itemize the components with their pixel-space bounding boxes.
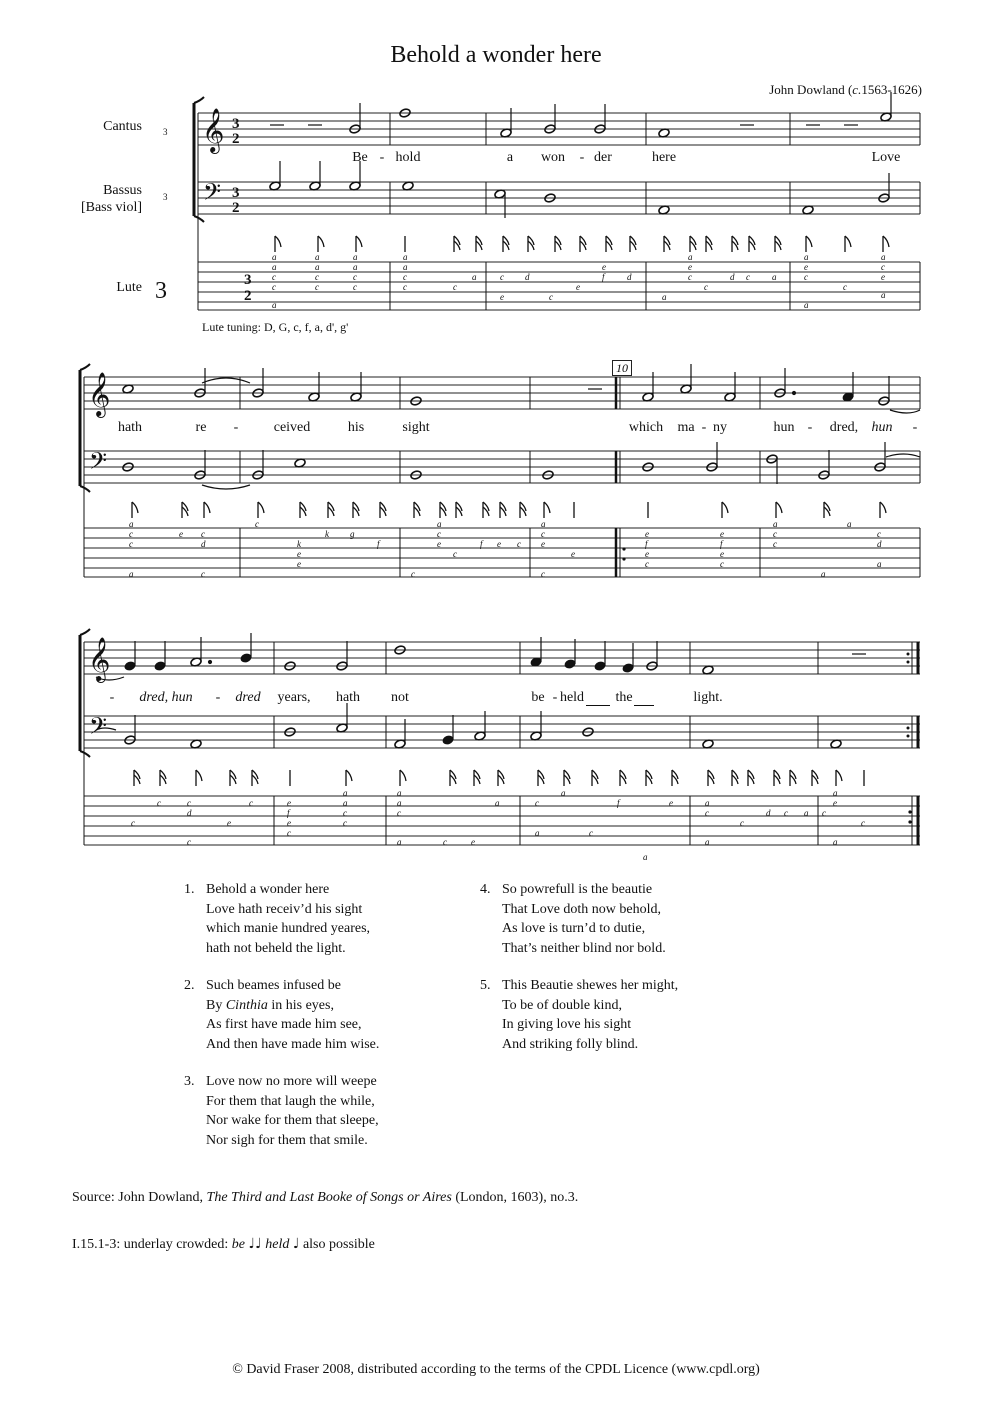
lyric-syllable: not: [391, 690, 409, 705]
svg-text:d: d: [627, 272, 632, 282]
svg-text:c: c: [804, 272, 808, 282]
verse-line: Nor sigh for them that smile.: [206, 1132, 368, 1148]
svg-text:a: a: [705, 798, 710, 808]
svg-text:c: c: [688, 272, 692, 282]
copyright-footer: © David Fraser 2008, distributed according to the terms of the CPDL Licence (www.cpdl.org): [232, 1362, 760, 1377]
lyric-syllable: hun: [773, 420, 795, 435]
svg-text:a: a: [804, 252, 809, 262]
verse-number: 1.: [184, 882, 195, 897]
time-sig-lute-den: 2: [244, 288, 252, 304]
svg-text:c: c: [589, 828, 593, 838]
svg-text:c: c: [353, 282, 357, 292]
svg-text:c: c: [784, 808, 788, 818]
verse-line: Nor wake for them that sleepe,: [206, 1113, 379, 1128]
svg-text:a: a: [804, 300, 809, 310]
verse-line: And then have made him wise.: [206, 1036, 380, 1052]
verse-line: This Beautie shewes her might,: [502, 978, 679, 993]
svg-text:a: a: [772, 272, 777, 282]
bassus-staff-3: [84, 716, 920, 748]
svg-text:k: k: [325, 529, 329, 539]
svg-text:k: k: [297, 539, 301, 549]
lute-tab-letters-1: [272, 252, 886, 310]
svg-text:c: c: [453, 549, 457, 559]
svg-text:a: a: [821, 569, 826, 579]
svg-text:c: c: [437, 529, 441, 539]
svg-text:e: e: [720, 529, 724, 539]
composer-dates: 1563-1626): [861, 82, 922, 97]
cantus-staff-1: [198, 113, 920, 145]
svg-text:f: f: [480, 539, 483, 549]
svg-text:c: c: [343, 818, 347, 828]
svg-text:c: c: [201, 569, 205, 579]
lyric-hyphen: -: [807, 420, 813, 435]
svg-text:c: c: [453, 282, 457, 292]
svg-text:c: c: [843, 282, 847, 292]
svg-text:c: c: [129, 529, 133, 539]
svg-text:c: c: [403, 272, 407, 282]
svg-text:e: e: [720, 549, 724, 559]
svg-text:e: e: [297, 559, 301, 569]
svg-text:a: a: [688, 252, 693, 262]
svg-text:𝄞: 𝄞: [202, 108, 225, 152]
svg-text:𝄢: 𝄢: [203, 178, 222, 211]
svg-text:e: e: [497, 539, 501, 549]
verse-line: To be of double kind,: [502, 997, 622, 1013]
verse-line: That Love doth now behold,: [502, 901, 662, 917]
lyric-syllable-italic: dred, hun: [139, 690, 193, 705]
lyric-syllable: re: [195, 420, 207, 435]
verse-1: [184, 880, 464, 960]
svg-text:a: a: [535, 828, 540, 838]
svg-text:a: a: [705, 837, 710, 847]
svg-text:c: c: [131, 818, 135, 828]
lyric-syllable: der: [594, 150, 612, 165]
measure-number: 10: [612, 360, 632, 376]
svg-text:f: f: [377, 539, 380, 549]
svg-text:e: e: [287, 798, 291, 808]
lyric-hyphen: -: [912, 420, 918, 435]
svg-text:c: c: [549, 292, 553, 302]
svg-text:𝄞: 𝄞: [88, 372, 111, 416]
svg-text:e: e: [297, 549, 301, 559]
svg-text:c: c: [877, 529, 881, 539]
part-label-lute: Lute: [116, 280, 142, 295]
svg-text:c: c: [740, 818, 744, 828]
cantus-notes-1: [270, 92, 892, 138]
svg-text:c: c: [249, 798, 253, 808]
svg-text:c: c: [822, 808, 826, 818]
svg-text:c: c: [704, 282, 708, 292]
svg-text:c: c: [541, 529, 545, 539]
svg-text:a: a: [643, 852, 648, 862]
svg-text:a: a: [397, 798, 402, 808]
verse-number: 2.: [184, 978, 195, 993]
lyric-syllable: Be: [352, 150, 368, 165]
svg-text:c: c: [157, 798, 161, 808]
lyric-syllable: ceived: [273, 420, 311, 435]
svg-text:a: a: [881, 290, 886, 300]
lute-tab-3: [84, 796, 920, 845]
svg-text:c: c: [403, 282, 407, 292]
verse-line: For them that laugh the while,: [206, 1093, 375, 1109]
lute-tab-1: [198, 262, 920, 310]
svg-text:c: c: [773, 529, 777, 539]
lyric-hyphen: -: [109, 690, 115, 705]
svg-text:a: a: [877, 559, 882, 569]
lyric-syllable: which: [628, 420, 664, 435]
time-sig-bassus-num: 3: [232, 185, 240, 201]
verse-italic-name: Cinthia: [225, 997, 268, 1013]
svg-text:c: c: [129, 539, 133, 549]
svg-text:a: a: [541, 519, 546, 529]
lyric-syllable: his: [347, 420, 365, 435]
lute-rhythm-3: [134, 770, 864, 786]
svg-text:a: a: [561, 788, 566, 798]
verse-line: As love is turn’d to dutie,: [502, 921, 646, 936]
part-label-cantus: Cantus: [103, 119, 142, 134]
lyric-syllable: light.: [693, 690, 723, 705]
svg-text:e: e: [669, 798, 673, 808]
lute-rhythm-2: [132, 502, 886, 518]
svg-text:a: a: [403, 252, 408, 262]
verse-3: [184, 1072, 464, 1152]
lute-tuning: Lute tuning: D, G, c, f, a, d', g': [202, 320, 349, 334]
svg-text:e: e: [500, 292, 504, 302]
verse-line: As first have made him see,: [206, 1017, 362, 1032]
svg-text:e: e: [576, 282, 580, 292]
verse-line: By Cinthia in his eyes,: [206, 997, 334, 1013]
editorial-note-word1: be: [231, 1237, 246, 1252]
svg-text:e: e: [688, 262, 692, 272]
cantus-staff-3: [84, 642, 920, 674]
svg-text:f: f: [645, 539, 648, 549]
lyric-syllable: ny: [713, 420, 727, 435]
svg-text:c: c: [397, 808, 401, 818]
svg-text:e: e: [881, 272, 885, 282]
svg-text:c: c: [535, 798, 539, 808]
quarter-notes-icon: ♩♩: [248, 1236, 262, 1252]
verse-line: And striking folly blind.: [502, 1036, 639, 1052]
svg-text:a: a: [495, 798, 500, 808]
verse-number: 4.: [480, 882, 491, 897]
svg-text:e: e: [287, 818, 291, 828]
editorial-note-prefix: I.15.1-3: underlay crowded:: [72, 1237, 232, 1252]
svg-text:a: a: [315, 262, 320, 272]
svg-text:a: a: [847, 519, 852, 529]
svg-text:d: d: [766, 808, 771, 818]
svg-text:e: e: [833, 798, 837, 808]
svg-text:𝄢: 𝄢: [89, 712, 108, 745]
svg-text:a: a: [773, 519, 778, 529]
time-sig-cantus-num: 3: [232, 116, 240, 132]
lyric-hyphen: -: [579, 150, 585, 165]
svg-text:a: a: [353, 252, 358, 262]
svg-text:c: c: [287, 828, 291, 838]
svg-text:a: a: [353, 262, 358, 272]
lute-tab-2: [84, 528, 920, 577]
svg-text:c: c: [315, 272, 319, 282]
svg-text:𝄢: 𝄢: [89, 447, 108, 480]
lute-rhythm-1: [275, 236, 889, 252]
lyric-hyphen: -: [233, 420, 239, 435]
verse-number: 5.: [480, 978, 491, 993]
page-title: Behold a wonder here: [390, 42, 602, 68]
svg-text:c: c: [272, 272, 276, 282]
svg-text:c: c: [343, 808, 347, 818]
svg-text:a: a: [804, 808, 809, 818]
svg-text:c: c: [353, 272, 357, 282]
svg-text:c: c: [517, 539, 521, 549]
lyric-syllable-italic: hun: [871, 420, 893, 435]
svg-text:e: e: [645, 549, 649, 559]
lyric-syllable: the: [615, 690, 633, 705]
svg-text:e: e: [179, 529, 183, 539]
svg-text:c: c: [272, 282, 276, 292]
svg-text:3: 3: [163, 127, 168, 137]
svg-text:e: e: [645, 529, 649, 539]
verse-line: Such beames infused be: [206, 978, 341, 993]
svg-text:c: c: [443, 837, 447, 847]
system-3: [80, 629, 920, 845]
bassus-staff-1: [198, 182, 920, 214]
lyric-syllable: hold: [395, 150, 421, 165]
svg-text:d: d: [525, 272, 530, 282]
time-sig-lute-num: 3: [244, 272, 252, 288]
cantus-notes-2: [122, 364, 920, 413]
time-sig-bassus-den: 2: [232, 200, 240, 216]
composer-circa: c.: [852, 82, 862, 97]
svg-text:g: g: [350, 529, 355, 539]
svg-text:a: a: [881, 252, 886, 262]
time-sig-cantus-den: 2: [232, 131, 240, 147]
verse-line: Love now no more will weepe: [206, 1074, 377, 1089]
verse-2: [184, 976, 464, 1056]
svg-text:a: a: [397, 837, 402, 847]
lyric-syllable-italic: dred: [235, 690, 261, 705]
lyric-syllable: dred,: [829, 420, 859, 435]
svg-text:c: c: [411, 569, 415, 579]
svg-text:3: 3: [163, 192, 168, 202]
lyrics-system-3: [0, 690, 992, 710]
lyric-syllable: hath: [117, 420, 143, 435]
lyric-extender: [634, 705, 654, 706]
editorial-note-suffix: also possible: [299, 1237, 375, 1252]
lyric-syllable: years,: [277, 690, 311, 705]
svg-text:a: a: [662, 292, 667, 302]
lyric-syllable: held: [559, 690, 585, 705]
svg-text:d: d: [877, 539, 882, 549]
lyrics-system-2: [0, 420, 992, 440]
lyric-syllable: here: [651, 150, 677, 165]
svg-text:a: a: [315, 252, 320, 262]
svg-text:c: c: [773, 539, 777, 549]
svg-text:c: c: [187, 837, 191, 847]
svg-text:c: c: [201, 529, 205, 539]
editorial-note-word2: held: [265, 1237, 290, 1252]
lyric-syllable: hath: [335, 690, 361, 705]
svg-text:e: e: [541, 539, 545, 549]
verse-line: which manie hundred yeares,: [206, 921, 371, 936]
svg-text:c: c: [255, 519, 259, 529]
verse-line: Love hath receiv’d his sight: [206, 901, 363, 917]
svg-text:a: a: [343, 798, 348, 808]
verse-line: hath not beheld the light.: [206, 940, 346, 956]
editorial-note: [72, 1236, 375, 1253]
verse-5: [480, 976, 780, 1056]
svg-text:c: c: [746, 272, 750, 282]
cantus-notes-3: [96, 633, 866, 680]
part-label-bassus-line2: [Bass viol]: [80, 200, 142, 215]
lyric-hyphen: -: [379, 150, 385, 165]
svg-text:a: a: [129, 569, 134, 579]
svg-text:f: f: [720, 539, 723, 549]
svg-text:a: a: [833, 837, 838, 847]
lyric-syllable: a: [506, 150, 514, 165]
svg-text:a: a: [397, 788, 402, 798]
svg-text:a: a: [129, 519, 134, 529]
lyric-syllable: sight: [402, 420, 430, 435]
svg-text:a: a: [437, 519, 442, 529]
verse-line: That’s neither blind nor bold.: [502, 940, 666, 956]
lyric-syllable: won: [540, 150, 566, 165]
svg-text:a: a: [403, 262, 408, 272]
svg-text:𝄞: 𝄞: [88, 637, 111, 681]
composer-prefix: John Dowland (: [769, 82, 853, 97]
svg-text:e: e: [471, 837, 475, 847]
verse-line: So powrefull is the beautie: [502, 882, 653, 897]
svg-text:d: d: [187, 808, 192, 818]
lute-tab-letters-3: [131, 788, 865, 862]
source-prefix: Source: John Dowland,: [72, 1190, 207, 1205]
svg-text:c: c: [645, 559, 649, 569]
svg-text:e: e: [804, 262, 808, 272]
lyric-hyphen: -: [215, 690, 221, 705]
verse-line: In giving love his sight: [502, 1017, 632, 1032]
lyric-extender: [586, 705, 610, 706]
lyric-hyphen: -: [552, 690, 558, 705]
svg-text:e: e: [437, 539, 441, 549]
svg-text:d: d: [730, 272, 735, 282]
svg-text:e: e: [227, 818, 231, 828]
source-citation: [72, 1190, 578, 1206]
quarter-note-icon: ♩: [292, 1236, 300, 1252]
verse-number: 3.: [184, 1074, 195, 1089]
svg-text:c: c: [500, 272, 504, 282]
svg-text:c: c: [861, 818, 865, 828]
svg-text:a: a: [472, 272, 477, 282]
lyric-syllable: be: [531, 690, 545, 705]
lyric-syllable: Love: [871, 150, 901, 165]
lyrics-system-1: [0, 150, 992, 170]
svg-text:a: a: [272, 252, 277, 262]
svg-text:f: f: [287, 808, 290, 818]
svg-text:a: a: [343, 788, 348, 798]
svg-text:c: c: [187, 798, 191, 808]
svg-text:3: 3: [155, 278, 167, 304]
verse-line: Behold a wonder here: [206, 882, 330, 897]
lyric-syllable: ma: [677, 420, 695, 435]
lyric-hyphen: -: [701, 420, 707, 435]
svg-text:a: a: [272, 300, 277, 310]
svg-text:c: c: [315, 282, 319, 292]
svg-text:f: f: [602, 272, 605, 282]
svg-text:c: c: [720, 559, 724, 569]
svg-text:c: c: [881, 262, 885, 272]
source-suffix: (London, 1603), no.3.: [451, 1190, 579, 1205]
svg-text:e: e: [602, 262, 606, 272]
bassus-notes-2: [122, 442, 920, 489]
source-book-title: The Third and Last Booke of Songs or Aires: [206, 1190, 452, 1205]
svg-text:c: c: [541, 569, 545, 579]
svg-text:a: a: [272, 262, 277, 272]
part-label-bassus-line1: Bassus: [103, 183, 142, 198]
svg-text:e: e: [571, 549, 575, 559]
svg-text:f: f: [617, 798, 620, 808]
svg-text:c: c: [705, 808, 709, 818]
bassus-staff-2: [84, 451, 920, 483]
svg-text:d: d: [201, 539, 206, 549]
svg-text:a: a: [833, 788, 838, 798]
verse-4: [480, 880, 780, 960]
